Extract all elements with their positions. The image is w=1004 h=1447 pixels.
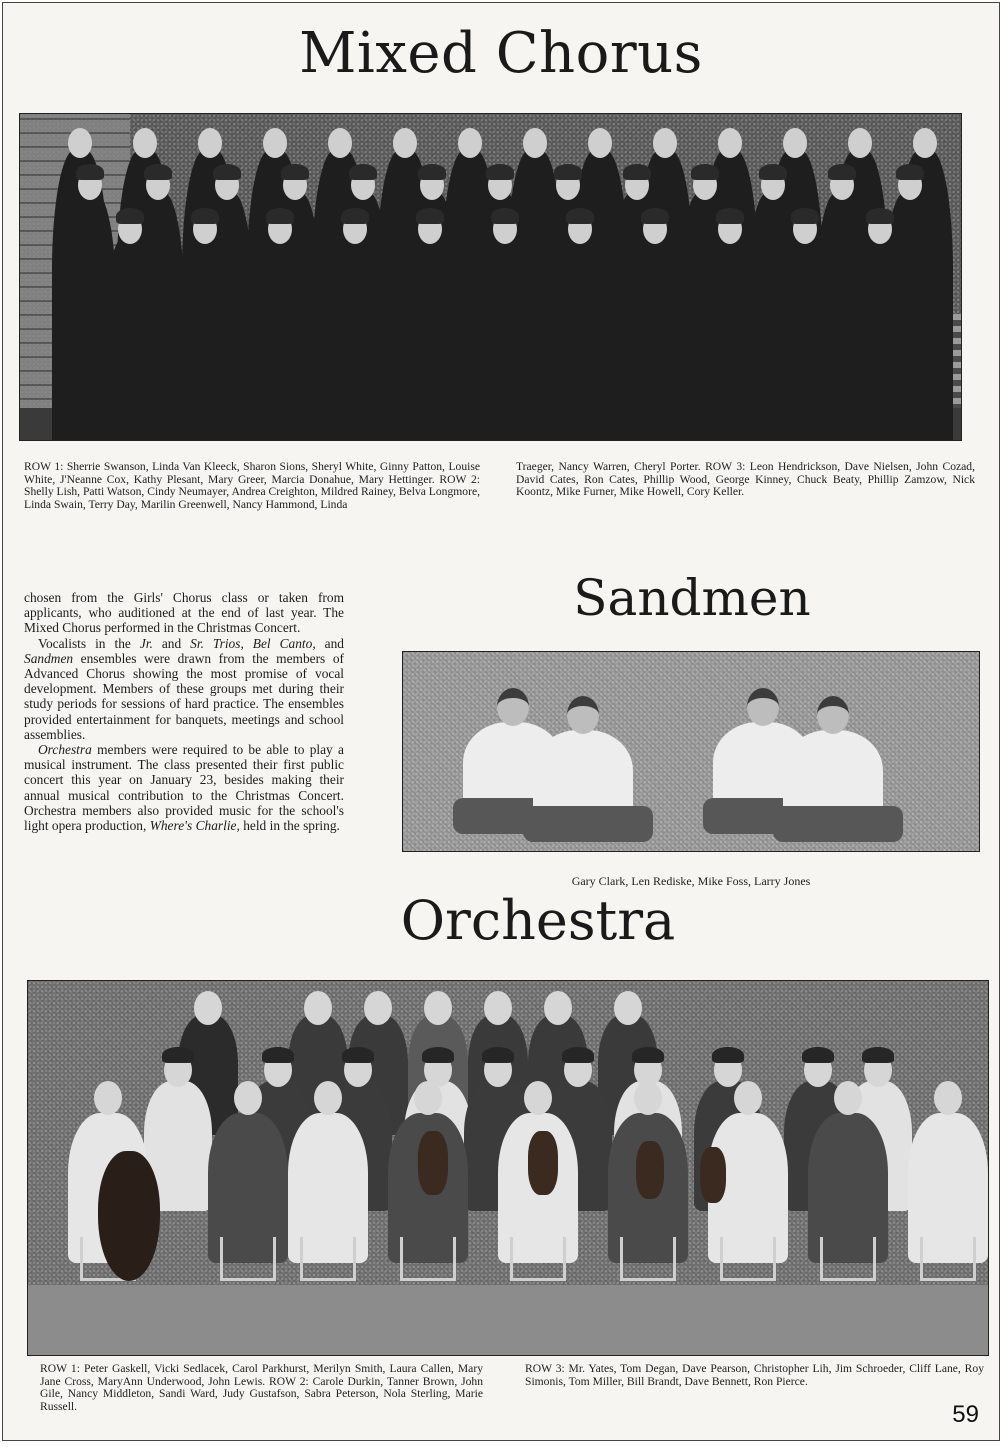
musician-face <box>194 991 222 1025</box>
sandmen-photo <box>402 651 980 852</box>
article-paragraph-1: chosen from the Girls' Chorus class or taken from applicants, who auditioned at the end of last year. The Mixed Chorus performed in the Christmas Concert. <box>24 590 344 636</box>
singer-hair <box>191 208 219 224</box>
mixed-chorus-photo <box>19 113 962 441</box>
singer-face <box>913 128 937 158</box>
singer-hair <box>144 164 172 180</box>
singer-hair <box>828 164 856 180</box>
musician-hair <box>632 1047 664 1063</box>
singer-hair <box>791 208 819 224</box>
singer-face <box>783 128 807 158</box>
singer-hair <box>554 164 582 180</box>
singer-face <box>848 128 872 158</box>
singer-face <box>393 128 417 158</box>
singer-hair <box>866 208 894 224</box>
singer-robe <box>705 236 755 441</box>
singer-hair <box>418 164 446 180</box>
musician-face <box>94 1081 122 1115</box>
singer-face <box>817 696 849 734</box>
orchestra-caption-left: ROW 1: Peter Gaskell, Vicki Sedlacek, Carol Parkhurst, Merilyn Smith, Laura Callen, Mary Jane Cross, MaryAnn Underwood, John Lewis. ROW 2: Carole Durkin, Tanner Brown, John Gile, Nancy Middleton, Sandi Ward, Judy Gustafson, Sabra Peterson, Nola Sterling, Marie Russell. <box>40 1362 483 1413</box>
singer-hair <box>116 208 144 224</box>
orchestra-title: Orchestra <box>400 889 676 952</box>
singer-hair <box>281 164 309 180</box>
singer-face <box>497 688 529 726</box>
violin <box>418 1131 448 1195</box>
singer-face <box>653 128 677 158</box>
singer-legs <box>523 806 653 842</box>
singer-face <box>68 128 92 158</box>
chair <box>220 1237 276 1281</box>
musician-hair <box>562 1047 594 1063</box>
musician-face <box>424 991 452 1025</box>
orchestra-photo <box>27 980 989 1356</box>
chair <box>820 1237 876 1281</box>
cello <box>98 1151 160 1281</box>
singer-robe <box>855 236 905 441</box>
musician-face <box>524 1081 552 1115</box>
article-paragraph-2: Vocalists in the Jr. and Sr. Trios, Bel Canto, and Sandmen ensembles were drawn from the members of Advanced Chorus showing the most promise of vocal development. Members of these groups met during their study periods for sessions of hard practice. The ensembles provided entertainment for banquets, meetings and school assemblies. <box>24 635 344 742</box>
singer-face <box>718 128 742 158</box>
singer-face <box>198 128 222 158</box>
chair <box>510 1237 566 1281</box>
musician-face <box>314 1081 342 1115</box>
musician-face <box>414 1081 442 1115</box>
singer-hair <box>76 164 104 180</box>
singer-face <box>588 128 612 158</box>
violin <box>528 1131 558 1195</box>
singer-hair <box>896 164 924 180</box>
mixed-chorus-title: Mixed Chorus <box>299 21 703 86</box>
singer-hair <box>213 164 241 180</box>
musician-face <box>484 991 512 1025</box>
musician-face <box>734 1081 762 1115</box>
musician-face <box>614 991 642 1025</box>
singer-legs <box>773 806 903 842</box>
chair <box>300 1237 356 1281</box>
singer-robe <box>105 236 155 441</box>
chair <box>920 1237 976 1281</box>
singer-hair <box>759 164 787 180</box>
singer-face <box>747 688 779 726</box>
chair <box>400 1237 456 1281</box>
singer-face <box>523 128 547 158</box>
yearbook-page <box>2 2 1000 1441</box>
singer-hair <box>416 208 444 224</box>
article-paragraph-3: Orchestra members were required to be able to play a musical instrument. The class presented their first public concert this year on January 23, besides making their annual musical contribution to the Christmas Concert. Orchestra members also provided music for the school's light opera production, Where's Charlie, held in the spring. <box>24 742 344 834</box>
page-number: 59 <box>952 1401 979 1428</box>
musician-face <box>544 991 572 1025</box>
chair <box>720 1237 776 1281</box>
singer-robe <box>255 236 305 441</box>
musician-face <box>234 1081 262 1115</box>
musician-face <box>634 1081 662 1115</box>
singer-face <box>328 128 352 158</box>
singer-robe <box>180 236 230 441</box>
singer-face <box>567 696 599 734</box>
musician-hair <box>862 1047 894 1063</box>
singer-robe <box>555 236 605 441</box>
singer-robe <box>330 236 380 441</box>
singer-hair <box>641 208 669 224</box>
musician-face <box>304 991 332 1025</box>
viola <box>700 1147 726 1203</box>
article-text <box>24 590 344 833</box>
singer-hair <box>691 164 719 180</box>
chair <box>620 1237 676 1281</box>
mixed-chorus-caption-right: Traeger, Nancy Warren, Cheryl Porter. ROW 3: Leon Hendrickson, Dave Nielsen, John Cozad, David Cates, Ron Cates, Phillip Wood, George Kinney, Chuck Beaty, Phillip Zamzow, Nick Koontz, Mike Furner, Mike Howell, Cory Keller. <box>516 460 975 499</box>
sandmen-title: Sandmen <box>573 569 811 627</box>
musician-hair <box>262 1047 294 1063</box>
singer-hair <box>716 208 744 224</box>
musician-hair <box>482 1047 514 1063</box>
singer-hair <box>486 164 514 180</box>
singer-face <box>263 128 287 158</box>
musician-hair <box>342 1047 374 1063</box>
musician-hair <box>802 1047 834 1063</box>
singer-hair <box>566 208 594 224</box>
orchestra-floor <box>28 1285 988 1355</box>
mixed-chorus-caption-left: ROW 1: Sherrie Swanson, Linda Van Kleeck, Sharon Sions, Sheryl White, Ginny Patton, Louise White, J'Neanne Cox, Kathy Plesant, Mary Greer, Marcia Donahue, Mary Hettinger. ROW 2: Shelly Lish, Patti Watson, Cindy Neumayer, Andrea Creighton, Mildred Rainey, Belva Longmore, Linda Swain, Terry Day, Marilin Greenwell, Nancy Hammond, Linda <box>24 460 480 511</box>
singer-robe <box>780 236 830 441</box>
viola <box>636 1141 664 1199</box>
singer-hair <box>491 208 519 224</box>
singer-hair <box>341 208 369 224</box>
singer-face <box>458 128 482 158</box>
singer-face <box>133 128 157 158</box>
singer-hair <box>623 164 651 180</box>
musician-hair <box>422 1047 454 1063</box>
singer-robe <box>480 236 530 441</box>
sandmen-caption: Gary Clark, Len Rediske, Mike Foss, Larry Jones <box>571 874 811 888</box>
musician-face <box>834 1081 862 1115</box>
musician-face <box>364 991 392 1025</box>
singer-robe <box>405 236 455 441</box>
musician-face <box>934 1081 962 1115</box>
singer-robe <box>630 236 680 441</box>
orchestra-caption-right: ROW 3: Mr. Yates, Tom Degan, Dave Pearson, Christopher Lih, Jim Schroeder, Cliff Lane, Roy Simonis, Tom Miller, Bill Brandt, Dave Bennett, Ron Pierce. <box>525 1362 984 1388</box>
singer-hair <box>266 208 294 224</box>
musician-hair <box>712 1047 744 1063</box>
musician-hair <box>162 1047 194 1063</box>
singer-hair <box>349 164 377 180</box>
